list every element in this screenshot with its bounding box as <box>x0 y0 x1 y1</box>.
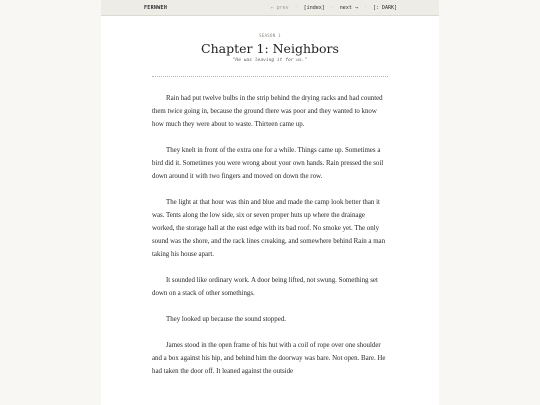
chapter-body <box>152 92 388 391</box>
theme-toggle-button[interactable]: [: DARK] <box>372 5 397 11</box>
chapter-epigraph: "He was leaving it for us." <box>232 58 308 63</box>
prev-link[interactable]: ← prev <box>270 5 289 11</box>
site-brand[interactable]: FERNWEH <box>144 5 168 11</box>
paragraph: The light at that hour was thin and blue and made the camp look better than it was. Tents along the low side, six or seven proper huts up where the drainage worked, the storage hall at the east edge with its bad roof. No smoke yet. The only sound was the shore, and the rack lines creaking, and somewhere behind Rain a man taking his house apart. <box>152 199 386 258</box>
top-navigation-bar <box>101 0 439 16</box>
header-divider <box>152 76 388 77</box>
paragraph: It sounded like ordinary work. A door being lifted, not swung. Something set down on a stack of other somethings. <box>152 277 378 297</box>
chapter-header <box>101 33 439 63</box>
reader-page <box>101 0 439 405</box>
season-label: SEASON 1 <box>259 33 281 38</box>
nav-separator: · <box>294 5 298 11</box>
paragraph: They looked up because the sound stopped. <box>166 316 286 323</box>
paragraph: Rain had put twelve bulbs in the strip behind the drying racks and had counted them twice going in, because the ground there was poor and they wanted to know how much they were about to waste. Thirteen came up. <box>152 95 383 128</box>
nav-separator: · <box>363 5 367 11</box>
next-link[interactable]: next → <box>339 5 358 11</box>
chapter-nav <box>268 5 397 11</box>
paragraph: James stood in the open frame of his hut with a coil of rope over one shoulder and a box against his hip, and behind him the doorway was bare. Not open. Bare. He had taken the door off. It leaned against the outside <box>152 342 386 375</box>
paragraph: They knelt in front of the extra one for a while. Things came up. Sometimes a bird did it. Sometimes you were wrong about your own hands. Rain pressed the soil down around it with two fingers and moved on down the row. <box>152 147 384 180</box>
chapter-title: Chapter 1: Neighbors <box>201 41 339 56</box>
nav-separator: · <box>330 5 334 11</box>
index-link[interactable]: [index] <box>303 5 325 11</box>
